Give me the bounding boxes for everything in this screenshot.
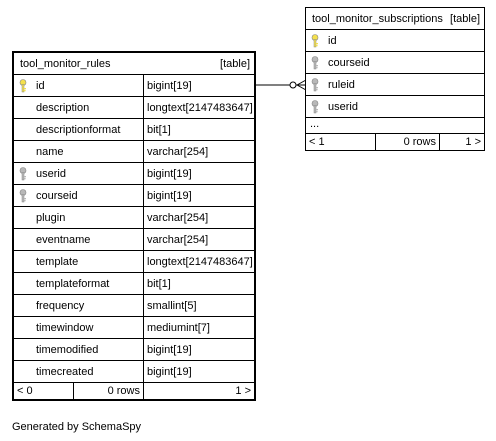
column-name-cell [306, 52, 484, 73]
column-name-cell [14, 339, 144, 360]
column-row[interactable] [14, 75, 254, 97]
column-name-cell [14, 185, 144, 206]
column-row[interactable] [14, 229, 254, 251]
foreign-key-icon [310, 56, 322, 70]
column-name: description [36, 101, 90, 114]
column-row[interactable] [14, 295, 254, 317]
column-name: template [36, 255, 79, 268]
foreign-key-icon [18, 189, 30, 203]
column-row[interactable] [14, 185, 254, 207]
column-name-cell [14, 273, 144, 294]
column-type: varchar[254] [147, 233, 209, 246]
column-type: smallint[5] [147, 299, 197, 312]
column-type: longtext[2147483647] [147, 255, 253, 268]
column-row[interactable] [14, 317, 254, 339]
column-name-cell [14, 141, 144, 162]
column-row[interactable] [14, 251, 254, 273]
column-name: id [328, 34, 337, 47]
column-name: courseid [36, 189, 78, 202]
children-count[interactable]: < 1 [306, 134, 376, 150]
column-row[interactable] [14, 119, 254, 141]
column-type: bigint[19] [147, 343, 192, 356]
column-name-cell [14, 251, 144, 272]
column-name: userid [328, 100, 358, 113]
row-count: 0 rows [74, 383, 144, 399]
column-name-cell [14, 317, 144, 338]
primary-key-icon [18, 79, 30, 93]
column-type: bigint[19] [147, 365, 192, 378]
foreign-key-icon [18, 167, 30, 181]
column-type: bigint[19] [147, 79, 192, 92]
column-row[interactable] [14, 97, 254, 119]
column-name: eventname [36, 233, 91, 246]
column-name-cell [14, 97, 144, 118]
column-row[interactable] [14, 163, 254, 185]
column-type: varchar[254] [147, 211, 209, 224]
column-name: descriptionformat [36, 123, 121, 136]
column-type: longtext[2147483647] [147, 101, 253, 114]
column-type: bit[1] [147, 277, 171, 290]
table-name[interactable]: tool_monitor_rules [20, 57, 111, 70]
column-row[interactable] [306, 74, 484, 96]
table-tool-monitor-rules[interactable] [12, 51, 256, 401]
table-footer [306, 134, 484, 150]
column-name: frequency [36, 299, 85, 312]
column-name-cell [14, 75, 144, 96]
foreign-key-icon [310, 100, 322, 114]
column-name: timecreated [36, 365, 94, 378]
column-row[interactable] [306, 96, 484, 118]
column-name-cell [14, 361, 144, 382]
row-count: 0 rows [376, 134, 440, 150]
column-name-cell [14, 295, 144, 316]
table-footer [14, 383, 254, 399]
generated-by-text[interactable]: Generated by SchemaSpy [12, 421, 142, 433]
column-name: timewindow [36, 321, 94, 334]
column-row[interactable] [306, 30, 484, 52]
column-name: id [36, 79, 45, 92]
column-row[interactable] [14, 207, 254, 229]
parents-count[interactable]: 1 > [235, 385, 251, 397]
column-type: mediumint[7] [147, 321, 210, 334]
column-name: userid [36, 167, 66, 180]
table-tool-monitor-subscriptions[interactable] [305, 7, 485, 151]
primary-key-icon [310, 34, 322, 48]
column-row[interactable] [14, 361, 254, 383]
column-row[interactable] [14, 273, 254, 295]
column-name: name [36, 145, 64, 158]
column-name-cell [14, 119, 144, 140]
column-row[interactable] [14, 339, 254, 361]
column-type: bigint[19] [147, 189, 192, 202]
column-name: ruleid [328, 78, 355, 91]
column-type: bit[1] [147, 123, 171, 136]
column-type: bigint[19] [147, 167, 192, 180]
column-name-cell [14, 229, 144, 250]
more-columns-ellipsis: ... [306, 118, 484, 134]
table-header [306, 8, 484, 30]
children-count[interactable]: < 0 [14, 383, 74, 399]
column-row[interactable] [14, 141, 254, 163]
column-name-cell [306, 74, 484, 95]
column-name-cell [306, 96, 484, 117]
column-name-cell [14, 207, 144, 228]
foreign-key-icon [310, 78, 322, 92]
column-name: timemodified [36, 343, 99, 356]
table-kind: [table] [220, 57, 250, 70]
column-row[interactable] [306, 52, 484, 74]
table-kind: [table] [450, 12, 480, 25]
column-name-cell [306, 30, 484, 51]
table-header [14, 53, 254, 75]
column-name: courseid [328, 56, 370, 69]
parents-count[interactable]: 1 > [465, 136, 481, 148]
table-name[interactable]: tool_monitor_subscriptions [312, 12, 443, 25]
column-type: varchar[254] [147, 145, 209, 158]
column-name: templateformat [36, 277, 110, 290]
optional-circle-mark [290, 82, 296, 88]
column-name-cell [14, 163, 144, 184]
column-name: plugin [36, 211, 66, 224]
